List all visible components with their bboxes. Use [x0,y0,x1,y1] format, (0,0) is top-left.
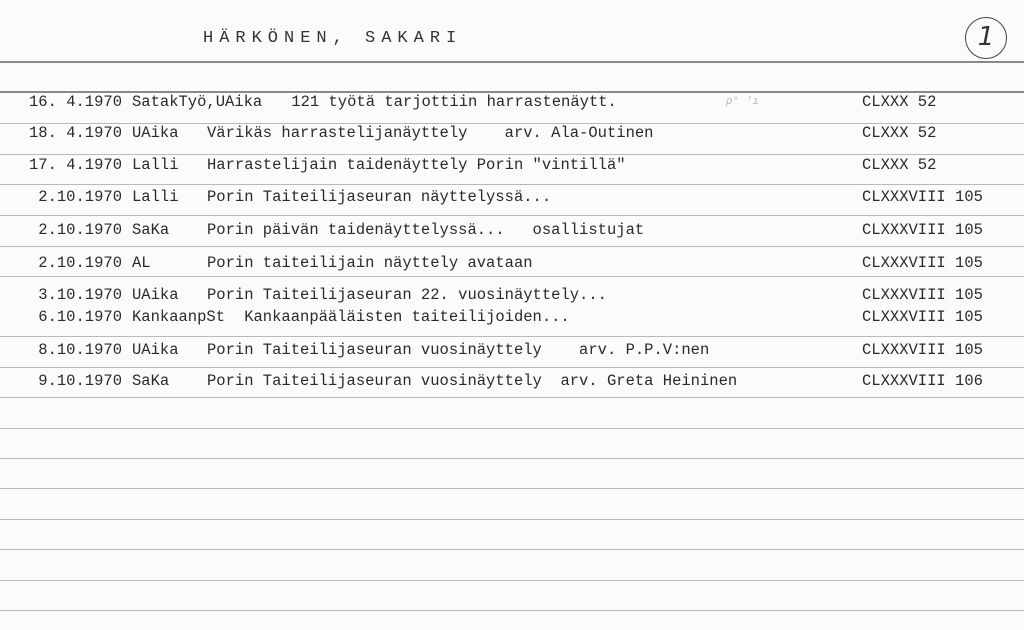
ruled-line [0,428,1024,429]
entry-ref: CLXXX 52 [862,156,937,174]
ruled-line [0,580,1024,581]
entry-source: UAika [132,341,179,359]
entry-ref: CLXXX 52 [862,124,937,142]
entry-source: AL [132,254,151,272]
ruled-line [0,549,1024,550]
entry-date: 2.10.1970 [38,254,122,272]
entry-text: Kankaanpääläisten taiteilijoiden... [207,308,570,326]
entry-text: Harrastelijain taidenäyttely Porin "vintillä" [207,156,626,174]
entry-date: 9.10.1970 [38,372,122,390]
entry-ref: CLXXXVIII 105 [862,308,983,326]
entry-source: UAika [132,286,179,304]
entry-date: 2.10.1970 [38,221,122,239]
entry-row [0,286,1024,308]
entry-source: Lalli [132,156,179,174]
entry-ref: CLXXXVIII 105 [862,188,983,206]
ruled-line [0,397,1024,398]
ruled-line [0,519,1024,520]
entry-text: Porin Taiteilijaseuran vuosinäyttely arv. P.P.V:nen [207,341,710,359]
ruled-line [0,610,1024,611]
card-title: HÄRKÖNEN, SAKARI [203,29,463,48]
entry-date: 6.10.1970 [38,308,122,326]
entry-row [0,372,1024,394]
entry-row [0,341,1024,363]
ruled-line [0,276,1024,277]
entry-ref: CLXXXVIII 105 [862,286,983,304]
entry-row [0,156,1024,178]
entry-date: 8.10.1970 [38,341,122,359]
entry-source: SatakTyö,UAika [132,93,263,111]
entry-date: 17. 4.1970 [28,156,122,174]
page-number-circle: 1 [965,17,1007,59]
entry-row [0,93,1024,115]
ruled-line [0,367,1024,368]
entry-source: Lalli [132,188,179,206]
entry-row [0,188,1024,210]
entry-text: Porin Taiteilijaseuran 22. vuosinäyttely... [207,286,607,304]
ruled-line [0,246,1024,247]
entry-date: 18. 4.1970 [28,124,122,142]
entry-text: Porin Taiteilijaseuran vuosinäyttely arv. Greta Heininen [207,372,738,390]
entry-row [0,308,1024,330]
entry-ref: CLXXXVIII 106 [862,372,983,390]
ruled-line [0,336,1024,337]
entry-date: 2.10.1970 [38,188,122,206]
entry-date: 3.10.1970 [38,286,122,304]
entry-text: 121 työtä tarjottiin harrastenäytt. [282,93,617,111]
entry-text: Porin Taiteilijaseuran näyttelyssä... [207,188,552,206]
entry-ref: CLXXXVIII 105 [862,254,983,272]
entry-row [0,221,1024,243]
entry-row [0,254,1024,276]
entry-source: UAika [132,124,179,142]
ruled-line [0,215,1024,216]
entry-source: SaKa [132,221,170,239]
pencil-mark: ρ° 'ı [726,96,760,108]
entry-text: Värikäs harrastelijanäyttely arv. Ala-Outinen [207,124,654,142]
header-rule [0,61,1024,63]
entry-ref: CLXXX 52 [862,93,937,111]
entry-source: SaKa [132,372,170,390]
entry-ref: CLXXXVIII 105 [862,341,983,359]
entry-text: Porin päivän taidenäyttelyssä... osallistujat [207,221,645,239]
entry-text: Porin taiteilijain näyttely avataan [207,254,533,272]
ruled-line [0,154,1024,155]
entry-ref: CLXXXVIII 105 [862,221,983,239]
entry-row [0,124,1024,146]
entry-source: KankaanpSt [132,308,226,326]
ruled-line [0,488,1024,489]
entry-date: 16. 4.1970 [28,93,122,111]
ruled-line [0,184,1024,185]
ruled-line [0,458,1024,459]
